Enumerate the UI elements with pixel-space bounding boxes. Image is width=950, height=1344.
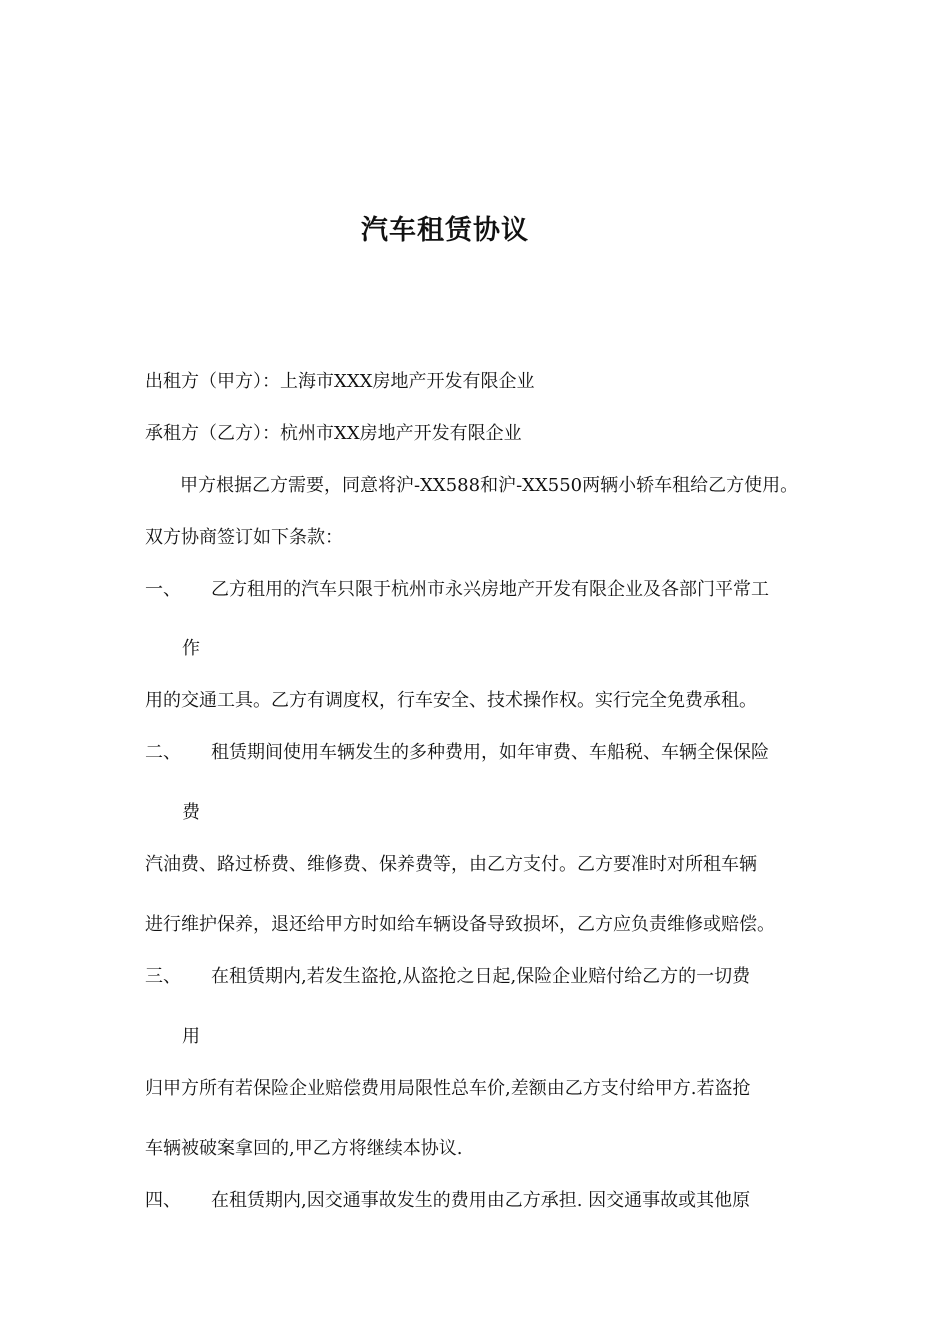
clause-4-text: 在租赁期内,因交通事故发生的费用由乙方承担. 因交通事故或其他原	[211, 1190, 751, 1211]
clause-3-number: 三、	[145, 966, 181, 987]
clause-2-continuation: 费	[182, 802, 200, 823]
clause-3-line1	[145, 965, 750, 989]
clause-2-text: 租赁期间使用车辆发生的多种费用，如年审费、车船税、车辆全保保险	[211, 742, 769, 763]
lessee-line: 承租方（乙方）：杭州市XX房地产开发有限企业	[145, 423, 522, 444]
clause-1-text: 乙方租用的汽车只限于杭州市永兴房地产开发有限企业及各部门平常工	[211, 579, 769, 600]
clause-1-line1	[145, 578, 769, 602]
clause-2-number: 二、	[145, 742, 181, 763]
clause-4-number: 四、	[145, 1190, 181, 1211]
clause-3-rest-line1: 归甲方所有若保险企业赔偿费用局限性总车价,差额由乙方支付给甲方.若盗抢	[145, 1078, 751, 1099]
clause-4-line1	[145, 1189, 750, 1213]
clause-3-text: 在租赁期内,若发生盗抢,从盗抢之日起,保险企业赔付给乙方的一切费	[211, 966, 751, 987]
document-title: 汽车租赁协议	[361, 215, 529, 246]
clause-3-continuation: 用	[182, 1026, 200, 1047]
clause-1-number: 一、	[145, 579, 181, 600]
clause-1-continuation: 作	[182, 638, 200, 659]
clause-2-rest-line2: 进行维护保养，退还给甲方时如给车辆设备导致损坏，乙方应负责维修或赔偿。	[145, 914, 775, 935]
intro-paragraph-line2: 双方协商签订如下条款：	[145, 527, 343, 548]
intro-paragraph-line1: 甲方根据乙方需要，同意将沪-XX588和沪-XX550两辆小轿车租给乙方使用。	[180, 475, 799, 496]
clause-1-rest-line1: 用的交通工具。乙方有调度权，行车安全、技术操作权。实行完全免费承租。	[145, 690, 757, 711]
lessor-line: 出租方（甲方）：上海市XXX房地产开发有限企业	[145, 371, 535, 392]
clause-3-rest-line2: 车辆被破案拿回的,甲乙方将继续本协议.	[145, 1138, 463, 1159]
clause-2-line1	[145, 741, 769, 765]
clause-2-rest-line1: 汽油费、路过桥费、维修费、保养费等，由乙方支付。乙方要准时对所租车辆	[145, 854, 757, 875]
